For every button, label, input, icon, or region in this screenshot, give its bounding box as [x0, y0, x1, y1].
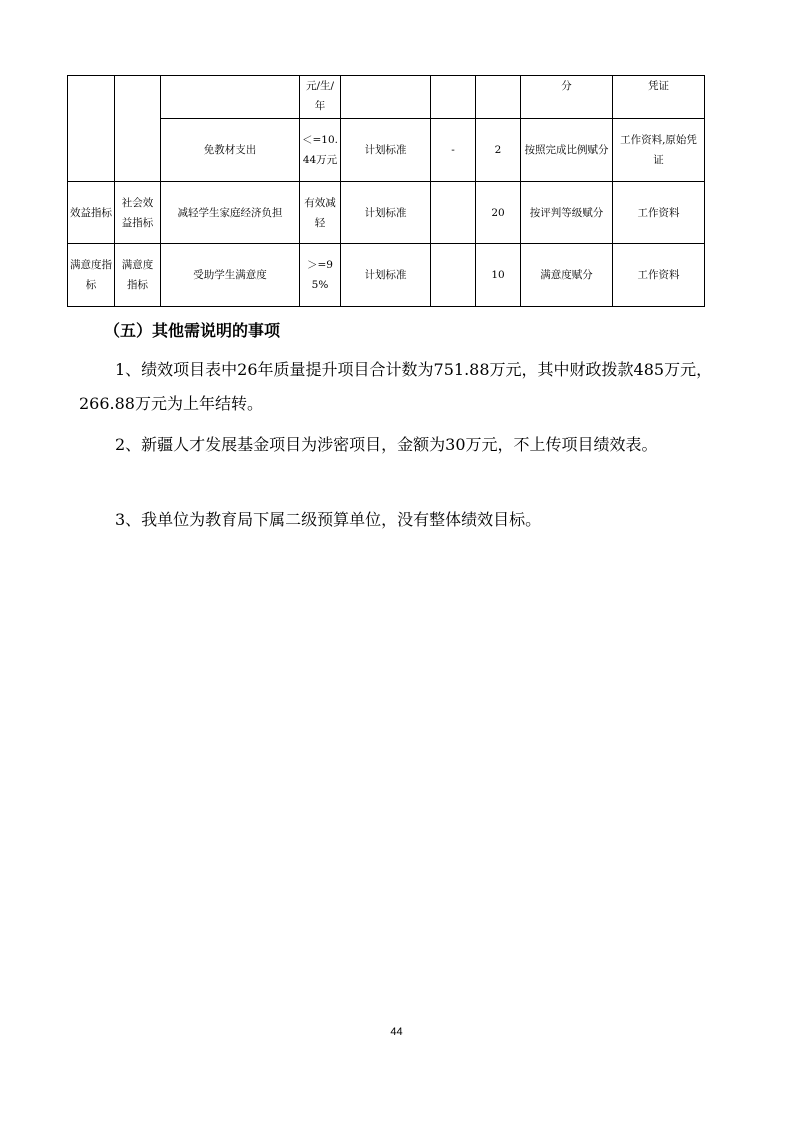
table-row — [68, 76, 705, 119]
paragraph: 3、我单位为教育局下属二级预算单位，没有整体绩效目标。 — [115, 510, 542, 529]
table-cell: 工作资料 — [613, 182, 705, 244]
table-cell — [161, 76, 300, 119]
table-cell: 满意度指标 — [115, 244, 161, 307]
table-cell: 按照完成比例赋分 — [521, 119, 613, 182]
table-cell: 凭证 — [613, 76, 705, 119]
section-heading: （五）其他需说明的事项 — [104, 321, 281, 340]
table-cell — [68, 76, 115, 182]
page-number: 44 — [390, 1026, 403, 1038]
table-cell: 计划标准 — [341, 119, 431, 182]
table-cell: ＞=95% — [300, 244, 341, 307]
table-cell — [476, 76, 521, 119]
table-cell: 受助学生满意度 — [161, 244, 300, 307]
table-row — [68, 182, 705, 244]
table-cell: 计划标准 — [341, 244, 431, 307]
table-cell — [341, 76, 431, 119]
table-cell: 社会效益指标 — [115, 182, 161, 244]
table-cell: 元/生/年 — [300, 76, 341, 119]
table-cell: 减轻学生家庭经济负担 — [161, 182, 300, 244]
table-cell: 满意度指标 — [68, 244, 115, 307]
table-cell: 工作资料,原始凭证 — [613, 119, 705, 182]
table-cell — [431, 182, 476, 244]
performance-table — [67, 75, 705, 307]
table-cell: 工作资料 — [613, 244, 705, 307]
table-cell: 分 — [521, 76, 613, 119]
table-cell — [431, 244, 476, 307]
table-cell: 计划标准 — [341, 182, 431, 244]
table-cell: 满意度赋分 — [521, 244, 613, 307]
paragraph: 2、新疆人才发展基金项目为涉密项目，金额为30万元，不上传项目绩效表。 — [115, 435, 658, 454]
table-cell: 有效减轻 — [300, 182, 341, 244]
table-cell: 20 — [476, 182, 521, 244]
paragraph: 1、绩效项目表中26年质量提升项目合计数为751.88万元，其中财政拨款485万元，266.88万元为上年结转。 — [79, 360, 713, 413]
table-cell: ＜=10.44万元 — [300, 119, 341, 182]
table-cell: 效益指标 — [68, 182, 115, 244]
table-row — [68, 244, 705, 307]
table-cell: - — [431, 119, 476, 182]
table-row — [68, 119, 705, 182]
table-cell — [431, 76, 476, 119]
table-cell: 2 — [476, 119, 521, 182]
table-cell: 免教材支出 — [161, 119, 300, 182]
table-cell — [115, 76, 161, 182]
table-cell: 按评判等级赋分 — [521, 182, 613, 244]
table-cell: 10 — [476, 244, 521, 307]
